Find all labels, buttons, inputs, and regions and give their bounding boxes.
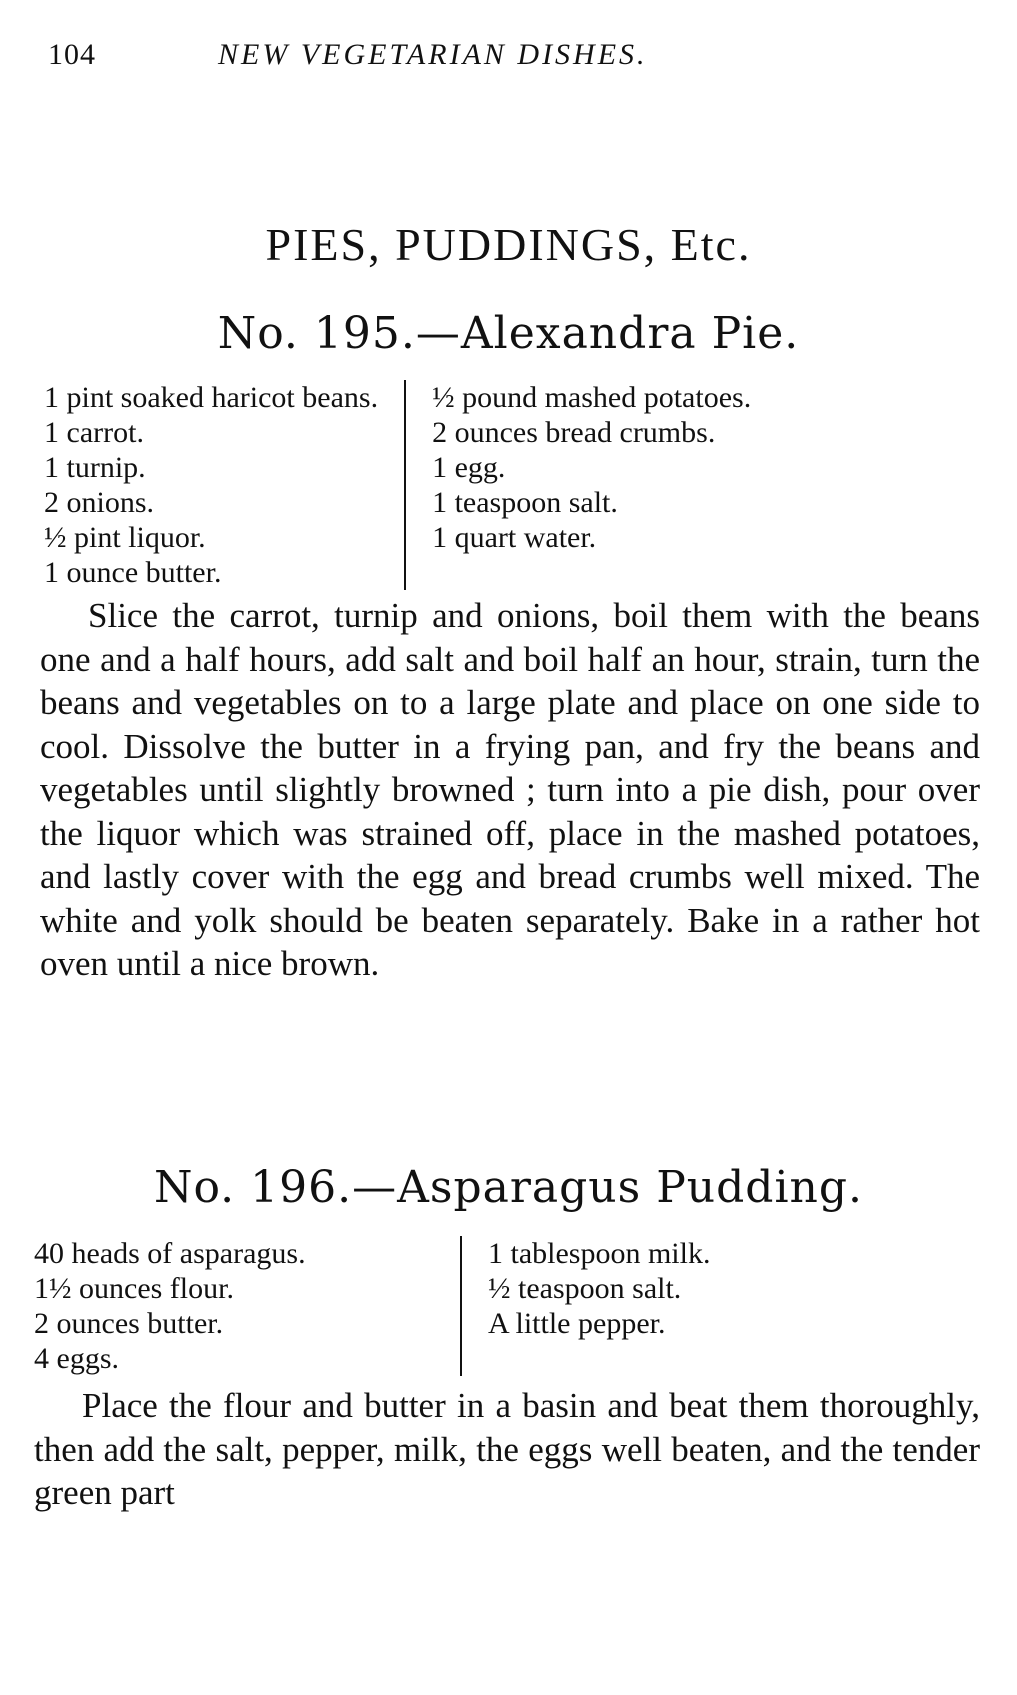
- ingredient-item: A little pepper.: [488, 1307, 666, 1340]
- ingredient-item: 40 heads of asparagus.: [34, 1237, 306, 1270]
- running-head: [48, 38, 928, 78]
- recipe-title-195: No. 195.—Alexandra Pie.: [217, 308, 800, 359]
- ingredient-item: ½ teaspoon salt.: [488, 1272, 682, 1305]
- ingredients-column-right: [460, 1236, 710, 1376]
- ingredient-item: 1½ ounces flour.: [34, 1272, 234, 1305]
- ingredient-item: 4 eggs.: [34, 1342, 119, 1375]
- ingredient-item: 1 quart water.: [432, 521, 597, 554]
- ingredient-item: 1 pint soaked haricot beans.: [44, 381, 379, 414]
- ingredients-column-right: [404, 380, 751, 590]
- ingredient-item: 1 turnip.: [44, 451, 146, 484]
- ingredient-item: 1 teaspoon salt.: [432, 486, 618, 519]
- ingredient-item: 2 onions.: [44, 486, 155, 519]
- ingredient-item: 1 tablespoon milk.: [488, 1237, 711, 1270]
- method-paragraph-196: Place the flour and butter in a basin and beat them thoroughly, then add the salt, pepper, milk, the eggs well beaten, and the tender green part: [34, 1386, 980, 1512]
- ingredient-item: ½ pound mashed potatoes.: [432, 381, 752, 414]
- ingredients-196: [34, 1236, 710, 1376]
- ingredient-item: 1 ounce butter.: [44, 556, 222, 589]
- ingredient-item: 1 egg.: [432, 451, 506, 484]
- running-title: NEW VEGETARIAN DISHES.: [218, 38, 648, 71]
- ingredients-column-left: [34, 1236, 434, 1376]
- page-number: 104: [48, 38, 96, 71]
- ingredient-item: 2 ounces butter.: [34, 1307, 224, 1340]
- ingredients-column-left: [44, 380, 378, 590]
- ingredient-item: 1 carrot.: [44, 416, 144, 449]
- ingredient-item: ½ pint liquor.: [44, 521, 206, 554]
- method-paragraph-195: Slice the carrot, turnip and onions, boil them with the beans one and a half hours, add salt and boil half an hour, strain, turn the beans and vegetables on to a large plate and place on one side to cool. Dissolve the butter in a frying pan, and fry the beans and vegetables until slightly browned ; turn into a pie dish, pour over the liquor which was strained off, place in the mashed potatoes, and lastly cover with the egg and bread crumbs well mixed. The white and yolk should be beaten separately. Bake in a rather hot oven until a nice brown.: [40, 596, 980, 983]
- section-title: PIES, PUDDINGS, Etc.: [265, 219, 752, 270]
- recipe-title-196: No. 196.—Asparagus Pudding.: [153, 1162, 864, 1213]
- ingredient-item: 2 ounces bread crumbs.: [432, 416, 716, 449]
- ingredients-195: [44, 380, 751, 590]
